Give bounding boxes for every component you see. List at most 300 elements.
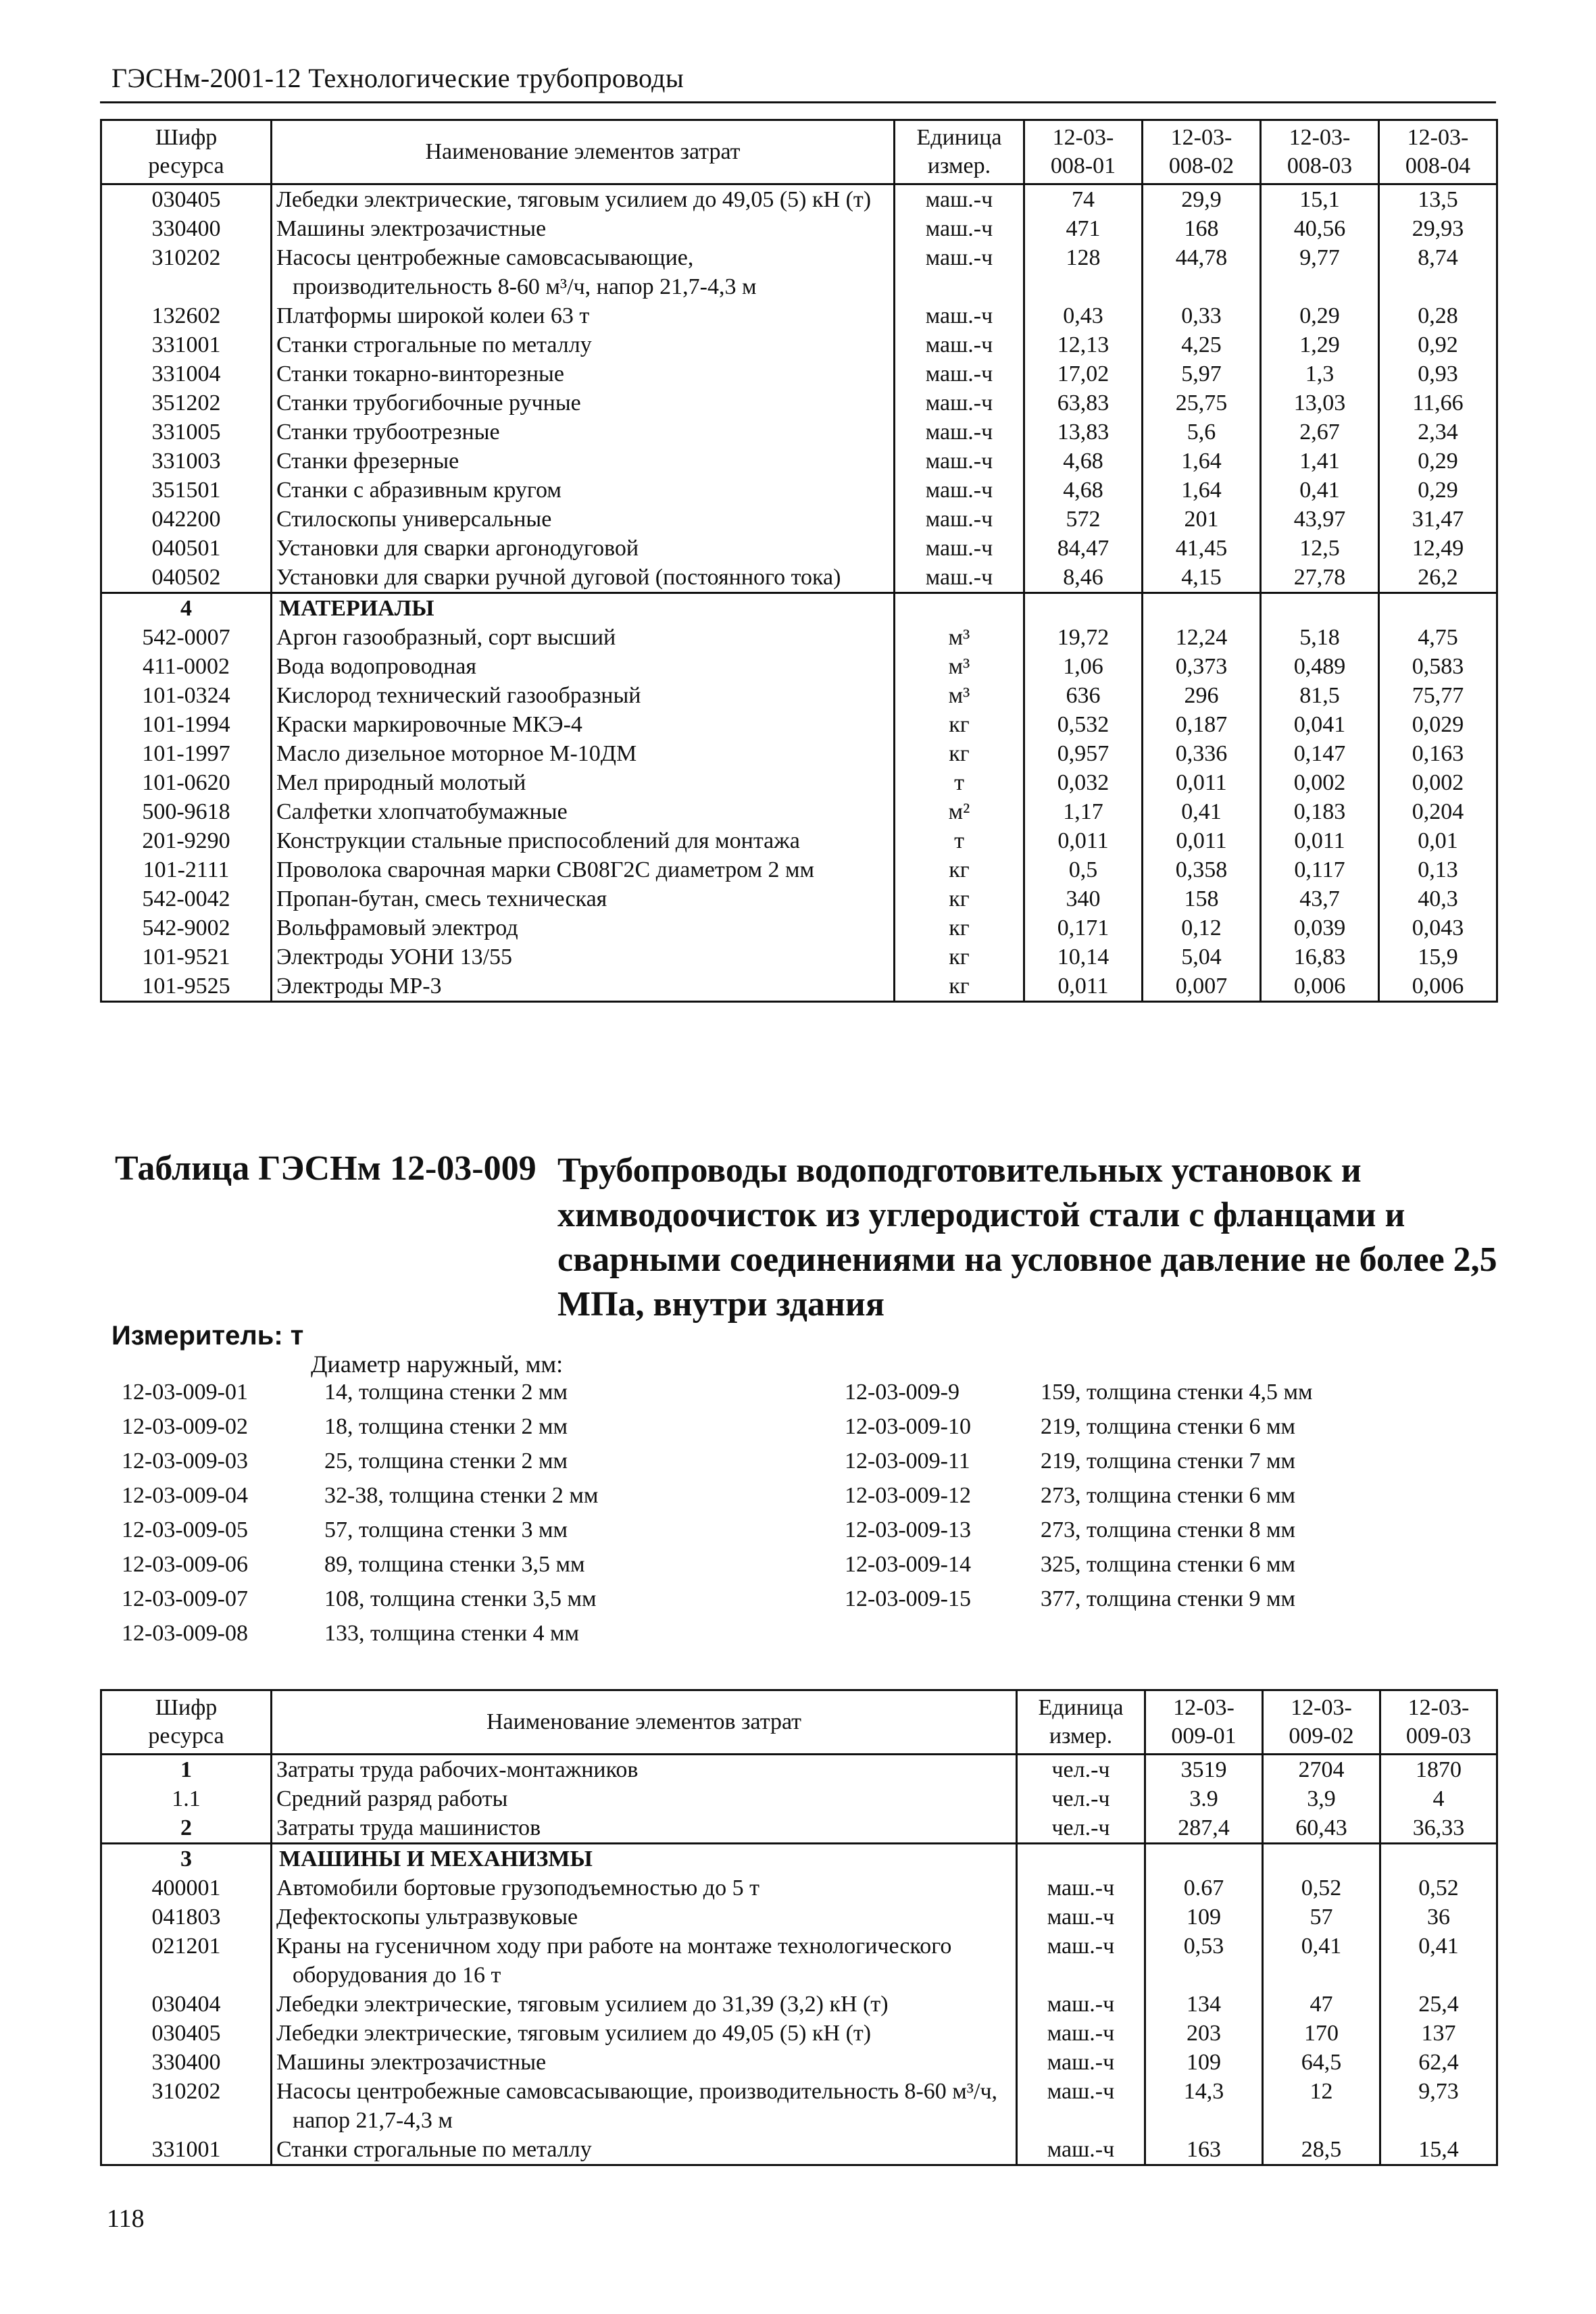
value-cell: 26,2: [1379, 563, 1497, 593]
unit-cell: кг: [895, 739, 1024, 768]
value-cell: 0,039: [1261, 913, 1379, 942]
value-cell: 12,49: [1379, 534, 1497, 563]
value-cell: 25,4: [1380, 1990, 1497, 2019]
value-cell: [1143, 593, 1261, 624]
unit-cell: маш.-ч: [895, 184, 1024, 215]
value-cell: 0,336: [1143, 739, 1261, 768]
value-cell: 15,4: [1380, 2135, 1497, 2165]
spec-description: 89, толщина стенки 3,5 мм: [324, 1552, 585, 1577]
table-row: [101, 243, 1497, 301]
resource-code: 042200: [101, 505, 272, 534]
spec-code: 12-03-009-02: [122, 1414, 248, 1439]
value-cell: 4,25: [1143, 330, 1261, 359]
cost-element-name: Станки строгальные по металлу: [272, 2135, 1017, 2165]
unit-cell: маш.-ч: [1017, 1990, 1145, 2019]
header-code: Шифр ресурса: [101, 120, 272, 184]
value-cell: 2704: [1263, 1755, 1380, 1785]
value-cell: 203: [1145, 2019, 1263, 2048]
resource-code: 411-0002: [101, 652, 272, 681]
value-cell: 40,3: [1379, 884, 1497, 913]
resource-code: 351202: [101, 388, 272, 418]
unit-cell: маш.-ч: [895, 243, 1024, 301]
value-cell: 0,41: [1263, 1932, 1380, 1990]
value-cell: 0,29: [1379, 447, 1497, 476]
cost-element-name: Масло дизельное моторное М-10ДМ: [272, 739, 895, 768]
cost-element-name: Станки с абразивным кругом: [272, 476, 895, 505]
value-cell: 340: [1024, 884, 1143, 913]
cost-element-name: Станки трубоотрезные: [272, 418, 895, 447]
header-unit: Единица измер.: [895, 120, 1024, 184]
unit-cell: маш.-ч: [895, 534, 1024, 563]
value-cell: 0,489: [1261, 652, 1379, 681]
resource-code: 021201: [101, 1932, 272, 1990]
value-cell: 0,011: [1143, 768, 1261, 797]
value-cell: 0,52: [1263, 1873, 1380, 1903]
value-cell: 1,17: [1024, 797, 1143, 826]
spec-item: [122, 1478, 598, 1513]
value-cell: 5,04: [1143, 942, 1261, 972]
header-col-2: 12-03- 009-02: [1263, 1690, 1380, 1755]
value-cell: 8,74: [1379, 243, 1497, 301]
value-cell: 28,5: [1263, 2135, 1380, 2165]
value-cell: 0,002: [1261, 768, 1379, 797]
resource-code: 331005: [101, 418, 272, 447]
unit-cell: маш.-ч: [1017, 2019, 1145, 2048]
spec-description: 273, толщина стенки 6 мм: [1041, 1483, 1296, 1508]
table-row: [101, 359, 1497, 388]
value-cell: 0,041: [1261, 710, 1379, 739]
resource-code: 310202: [101, 2077, 272, 2135]
spec-code: 12-03-009-11: [845, 1449, 970, 1474]
value-cell: 43,97: [1261, 505, 1379, 534]
header-code: Шифр ресурса: [101, 1690, 272, 1755]
value-cell: 40,56: [1261, 214, 1379, 243]
unit-cell: маш.-ч: [895, 330, 1024, 359]
value-cell: 109: [1145, 2048, 1263, 2077]
value-cell: 25,75: [1143, 388, 1261, 418]
value-cell: 13,03: [1261, 388, 1379, 418]
cost-element-name: Затраты труда рабочих-монтажников: [272, 1755, 1017, 1785]
header-col-1: 12-03- 008-01: [1024, 120, 1143, 184]
value-cell: [1145, 1844, 1263, 1874]
table-row: [101, 942, 1497, 972]
resource-code: 351501: [101, 476, 272, 505]
table-row: [101, 826, 1497, 855]
cost-element-name: Лебедки электрические, тяговым усилием до 49,05 (5) кН (т): [272, 184, 895, 215]
spec-item: [122, 1513, 598, 1547]
value-cell: 0,33: [1143, 301, 1261, 330]
table-row: [101, 2048, 1497, 2077]
resource-code: 1.1: [101, 1784, 272, 1813]
resource-code: 331003: [101, 447, 272, 476]
cost-element-name: Станки фрезерные: [272, 447, 895, 476]
cost-element-name: Установки для сварки ручной дуговой (постоянного тока): [272, 563, 895, 593]
value-cell: 57: [1263, 1903, 1380, 1932]
spec-item: [122, 1616, 598, 1651]
header-col-1: 12-03- 009-01: [1145, 1690, 1263, 1755]
cost-element-name: Вольфрамовый электрод: [272, 913, 895, 942]
value-cell: 41,45: [1143, 534, 1261, 563]
cost-element-name: Насосы центробежные самовсасывающие, производительность 8-60 м³/ч, напор 21,7-4,3 м: [272, 2077, 1017, 2135]
value-cell: 0,43: [1024, 301, 1143, 330]
value-cell: 0,358: [1143, 855, 1261, 884]
header-col-3: 12-03- 009-03: [1380, 1690, 1497, 1755]
table-row: [101, 2077, 1497, 2135]
header-col-3: 12-03- 008-03: [1261, 120, 1379, 184]
cost-element-name: Дефектоскопы ультразвуковые: [272, 1903, 1017, 1932]
value-cell: 9,77: [1261, 243, 1379, 301]
unit-cell: кг: [895, 913, 1024, 942]
cost-element-name: Конструкции стальные приспособлений для монтажа: [272, 826, 895, 855]
value-cell: 0,12: [1143, 913, 1261, 942]
unit-cell: маш.-ч: [895, 447, 1024, 476]
spec-code: 12-03-009-06: [122, 1552, 248, 1577]
table-row: [101, 1873, 1497, 1903]
value-cell: 12,5: [1261, 534, 1379, 563]
spec-description: 219, толщина стенки 6 мм: [1041, 1414, 1296, 1439]
value-cell: [1261, 593, 1379, 624]
resource-code: 3: [101, 1844, 272, 1874]
value-cell: 29,9: [1143, 184, 1261, 215]
spec-description: 25, толщина стенки 2 мм: [324, 1449, 568, 1474]
value-cell: 0,373: [1143, 652, 1261, 681]
spec-code: 12-03-009-03: [122, 1449, 248, 1474]
value-cell: 0,032: [1024, 768, 1143, 797]
unit-cell: чел.-ч: [1017, 1813, 1145, 1844]
resource-code: 1: [101, 1755, 272, 1785]
unit-cell: т: [895, 826, 1024, 855]
resource-code: 201-9290: [101, 826, 272, 855]
value-cell: 1,64: [1143, 476, 1261, 505]
table-row: [101, 505, 1497, 534]
value-cell: 64,5: [1263, 2048, 1380, 2077]
header-col-4: 12-03- 008-04: [1379, 120, 1497, 184]
cost-element-name: Машины электрозачистные: [272, 214, 895, 243]
table-row: [101, 1813, 1497, 1844]
value-cell: [1263, 1844, 1380, 1874]
spec-code: 12-03-009-15: [845, 1586, 971, 1611]
spec-description: 108, толщина стенки 3,5 мм: [324, 1586, 597, 1611]
value-cell: 0,163: [1379, 739, 1497, 768]
value-cell: [1024, 593, 1143, 624]
table-row: [101, 768, 1497, 797]
table-row: [101, 797, 1497, 826]
spec-list-left: [122, 1375, 598, 1651]
spec-list-right: [845, 1375, 1313, 1616]
resource-code: 101-0324: [101, 681, 272, 710]
cost-element-name: Краски маркировочные МКЭ-4: [272, 710, 895, 739]
value-cell: 62,4: [1380, 2048, 1497, 2077]
value-cell: 0.67: [1145, 1873, 1263, 1903]
section-row: [101, 593, 1497, 624]
unit-cell: маш.-ч: [1017, 1903, 1145, 1932]
value-cell: 74: [1024, 184, 1143, 215]
value-cell: 471: [1024, 214, 1143, 243]
header-rule: [100, 101, 1496, 103]
value-cell: 287,4: [1145, 1813, 1263, 1844]
table-row: [101, 1755, 1497, 1785]
spec-code: 12-03-009-9: [845, 1380, 959, 1405]
cost-element-name: Станки строгальные по металлу: [272, 330, 895, 359]
value-cell: 0,204: [1379, 797, 1497, 826]
value-cell: 163: [1145, 2135, 1263, 2165]
resource-code: 041803: [101, 1903, 272, 1932]
value-cell: 296: [1143, 681, 1261, 710]
spec-description: 273, толщина стенки 8 мм: [1041, 1517, 1296, 1542]
value-cell: 3519: [1145, 1755, 1263, 1785]
spec-item: [122, 1409, 598, 1444]
value-cell: 0,007: [1143, 972, 1261, 1002]
table-row: [101, 884, 1497, 913]
value-cell: 13,5: [1379, 184, 1497, 215]
value-cell: 5,18: [1261, 623, 1379, 652]
table-row: [101, 913, 1497, 942]
unit-cell: м²: [895, 797, 1024, 826]
value-cell: 1,06: [1024, 652, 1143, 681]
value-cell: 0,006: [1379, 972, 1497, 1002]
cost-element-name: Пропан-бутан, смесь техническая: [272, 884, 895, 913]
value-cell: 134: [1145, 1990, 1263, 2019]
spec-item: [845, 1409, 1313, 1444]
spec-item: [845, 1582, 1313, 1616]
table-row: [101, 1903, 1497, 1932]
spec-code: 12-03-009-14: [845, 1552, 971, 1577]
header-name: Наименование элементов затрат: [272, 1690, 1017, 1755]
value-cell: 0,29: [1379, 476, 1497, 505]
value-cell: 109: [1145, 1903, 1263, 1932]
spec-description: 14, толщина стенки 2 мм: [324, 1380, 568, 1405]
unit-cell: маш.-ч: [1017, 1932, 1145, 1990]
value-cell: 0,171: [1024, 913, 1143, 942]
value-cell: [1379, 593, 1497, 624]
cost-element-name: Машины электрозачистные: [272, 2048, 1017, 2077]
resource-code: 400001: [101, 1873, 272, 1903]
unit-cell: м³: [895, 623, 1024, 652]
table-row: [101, 184, 1497, 215]
unit-cell: [895, 593, 1024, 624]
spec-item: [845, 1478, 1313, 1513]
spec-description: 159, толщина стенки 4,5 мм: [1041, 1380, 1313, 1405]
unit-cell: кг: [895, 942, 1024, 972]
unit-cell: маш.-ч: [1017, 2048, 1145, 2077]
table-row: [101, 476, 1497, 505]
resource-code: 330400: [101, 214, 272, 243]
table-row: [101, 2135, 1497, 2165]
resource-code: 101-1997: [101, 739, 272, 768]
unit-cell: чел.-ч: [1017, 1784, 1145, 1813]
unit-cell: кг: [895, 855, 1024, 884]
spec-description: 133, толщина стенки 4 мм: [324, 1621, 580, 1646]
section-title: МАТЕРИАЛЫ: [272, 593, 895, 624]
spec-code: 12-03-009-07: [122, 1586, 248, 1611]
resource-code: 040501: [101, 534, 272, 563]
unit-cell: маш.-ч: [895, 418, 1024, 447]
table-row: [101, 972, 1497, 1002]
value-cell: 9,73: [1380, 2077, 1497, 2135]
value-cell: 4: [1380, 1784, 1497, 1813]
section-row: [101, 1844, 1497, 1874]
value-cell: 11,66: [1379, 388, 1497, 418]
value-cell: 15,1: [1261, 184, 1379, 215]
spec-code: 12-03-009-10: [845, 1414, 971, 1439]
value-cell: 0,011: [1024, 972, 1143, 1002]
cost-element-name: Платформы широкой колеи 63 т: [272, 301, 895, 330]
resource-code: 030405: [101, 184, 272, 215]
resource-code: 101-9521: [101, 942, 272, 972]
table-row: [101, 388, 1497, 418]
cost-element-name: Автомобили бортовые грузоподъемностью до 5 т: [272, 1873, 1017, 1903]
spec-item: [845, 1547, 1313, 1582]
value-cell: 5,97: [1143, 359, 1261, 388]
value-cell: 0,93: [1379, 359, 1497, 388]
value-cell: 13,83: [1024, 418, 1143, 447]
table-body: [101, 184, 1497, 1002]
spec-code: 12-03-009-01: [122, 1380, 248, 1405]
value-cell: 0,187: [1143, 710, 1261, 739]
resource-table-008: [100, 119, 1498, 1003]
unit-cell: [1017, 1844, 1145, 1874]
cost-element-name: Салфетки хлопчатобумажные: [272, 797, 895, 826]
unit-cell: м³: [895, 681, 1024, 710]
table-row: [101, 2019, 1497, 2048]
value-cell: 31,47: [1379, 505, 1497, 534]
table-row: [101, 447, 1497, 476]
unit-cell: кг: [895, 710, 1024, 739]
resource-code: 331004: [101, 359, 272, 388]
value-cell: 168: [1143, 214, 1261, 243]
value-cell: 36,33: [1380, 1813, 1497, 1844]
value-cell: 2,34: [1379, 418, 1497, 447]
value-cell: 0,52: [1380, 1873, 1497, 1903]
resource-code: 030405: [101, 2019, 272, 2048]
resource-code: 4: [101, 593, 272, 624]
value-cell: 2,67: [1261, 418, 1379, 447]
value-cell: 0,41: [1261, 476, 1379, 505]
value-cell: 10,14: [1024, 942, 1143, 972]
value-cell: 0,002: [1379, 768, 1497, 797]
value-cell: 0,53: [1145, 1932, 1263, 1990]
resource-code: 500-9618: [101, 797, 272, 826]
value-cell: 0,583: [1379, 652, 1497, 681]
value-cell: 4,15: [1143, 563, 1261, 593]
value-cell: 572: [1024, 505, 1143, 534]
value-cell: 12,24: [1143, 623, 1261, 652]
value-cell: 4,75: [1379, 623, 1497, 652]
resource-code: 040502: [101, 563, 272, 593]
table-row: [101, 1990, 1497, 2019]
resource-code: 331001: [101, 2135, 272, 2165]
table-row: [101, 739, 1497, 768]
table-header-row: [101, 120, 1497, 184]
value-cell: 60,43: [1263, 1813, 1380, 1844]
value-cell: 81,5: [1261, 681, 1379, 710]
value-cell: 0,92: [1379, 330, 1497, 359]
value-cell: 19,72: [1024, 623, 1143, 652]
resource-table-009: [100, 1689, 1498, 2166]
table-row: [101, 623, 1497, 652]
unit-cell: т: [895, 768, 1024, 797]
spec-description: 219, толщина стенки 7 мм: [1041, 1449, 1296, 1474]
value-cell: 0,41: [1380, 1932, 1497, 1990]
table-code: Таблица ГЭСНм 12-03-009: [115, 1149, 537, 1188]
value-cell: 84,47: [1024, 534, 1143, 563]
unit-cell: маш.-ч: [895, 563, 1024, 593]
value-cell: 170: [1263, 2019, 1380, 2048]
unit-cell: маш.-ч: [1017, 1873, 1145, 1903]
header-col-2: 12-03- 008-02: [1143, 120, 1261, 184]
value-cell: 137: [1380, 2019, 1497, 2048]
table-row: [101, 418, 1497, 447]
table-row: [101, 1784, 1497, 1813]
resource-code: 2: [101, 1813, 272, 1844]
spec-code: 12-03-009-05: [122, 1517, 248, 1542]
cost-element-name: Аргон газообразный, сорт высший: [272, 623, 895, 652]
value-cell: 0,29: [1261, 301, 1379, 330]
value-cell: 44,78: [1143, 243, 1261, 301]
spec-description: 32-38, толщина стенки 2 мм: [324, 1483, 599, 1508]
value-cell: 0,117: [1261, 855, 1379, 884]
page-number: 118: [107, 2205, 145, 2233]
cost-element-name: Электроды УОНИ 13/55: [272, 942, 895, 972]
table-row: [101, 681, 1497, 710]
cost-element-name: Лебедки электрические, тяговым усилием до 49,05 (5) кН (т): [272, 2019, 1017, 2048]
table-row: [101, 330, 1497, 359]
spec-description: 18, толщина стенки 2 мм: [324, 1414, 568, 1439]
unit-cell: чел.-ч: [1017, 1755, 1145, 1785]
value-cell: 8,46: [1024, 563, 1143, 593]
cost-element-name: Электроды МР-3: [272, 972, 895, 1002]
value-cell: 0,28: [1379, 301, 1497, 330]
value-cell: 75,77: [1379, 681, 1497, 710]
unit-cell: маш.-ч: [895, 505, 1024, 534]
value-cell: 0,183: [1261, 797, 1379, 826]
unit-cell: кг: [895, 972, 1024, 1002]
value-cell: 0,043: [1379, 913, 1497, 942]
measure-unit: Измеритель: т: [111, 1321, 304, 1351]
resource-code: 030404: [101, 1990, 272, 2019]
cost-element-name: Вода водопроводная: [272, 652, 895, 681]
value-cell: 12: [1263, 2077, 1380, 2135]
unit-cell: маш.-ч: [895, 214, 1024, 243]
value-cell: 1,29: [1261, 330, 1379, 359]
table-header-row: [101, 1690, 1497, 1755]
value-cell: 0,147: [1261, 739, 1379, 768]
value-cell: 1,3: [1261, 359, 1379, 388]
cost-element-name: Затраты труда машинистов: [272, 1813, 1017, 1844]
spec-description: 325, толщина стенки 6 мм: [1041, 1552, 1296, 1577]
cost-element-name: Мел природный молотый: [272, 768, 895, 797]
table-row: [101, 301, 1497, 330]
value-cell: 128: [1024, 243, 1143, 301]
value-cell: 15,9: [1379, 942, 1497, 972]
spec-item: [845, 1513, 1313, 1547]
value-cell: 1870: [1380, 1755, 1497, 1785]
value-cell: 47: [1263, 1990, 1380, 2019]
value-cell: 0,011: [1143, 826, 1261, 855]
spec-code: 12-03-009-04: [122, 1483, 248, 1508]
table-row: [101, 563, 1497, 593]
value-cell: 1,41: [1261, 447, 1379, 476]
value-cell: 0,13: [1379, 855, 1497, 884]
value-cell: 0,957: [1024, 739, 1143, 768]
resource-code: 101-9525: [101, 972, 272, 1002]
cost-element-name: Насосы центробежные самовсасывающие, производительность 8-60 м³/ч, напор 21,7-4,3 м: [272, 243, 895, 301]
cost-element-name: Кислород технический газообразный: [272, 681, 895, 710]
value-cell: 29,93: [1379, 214, 1497, 243]
unit-cell: кг: [895, 884, 1024, 913]
value-cell: 3.9: [1145, 1784, 1263, 1813]
value-cell: 16,83: [1261, 942, 1379, 972]
